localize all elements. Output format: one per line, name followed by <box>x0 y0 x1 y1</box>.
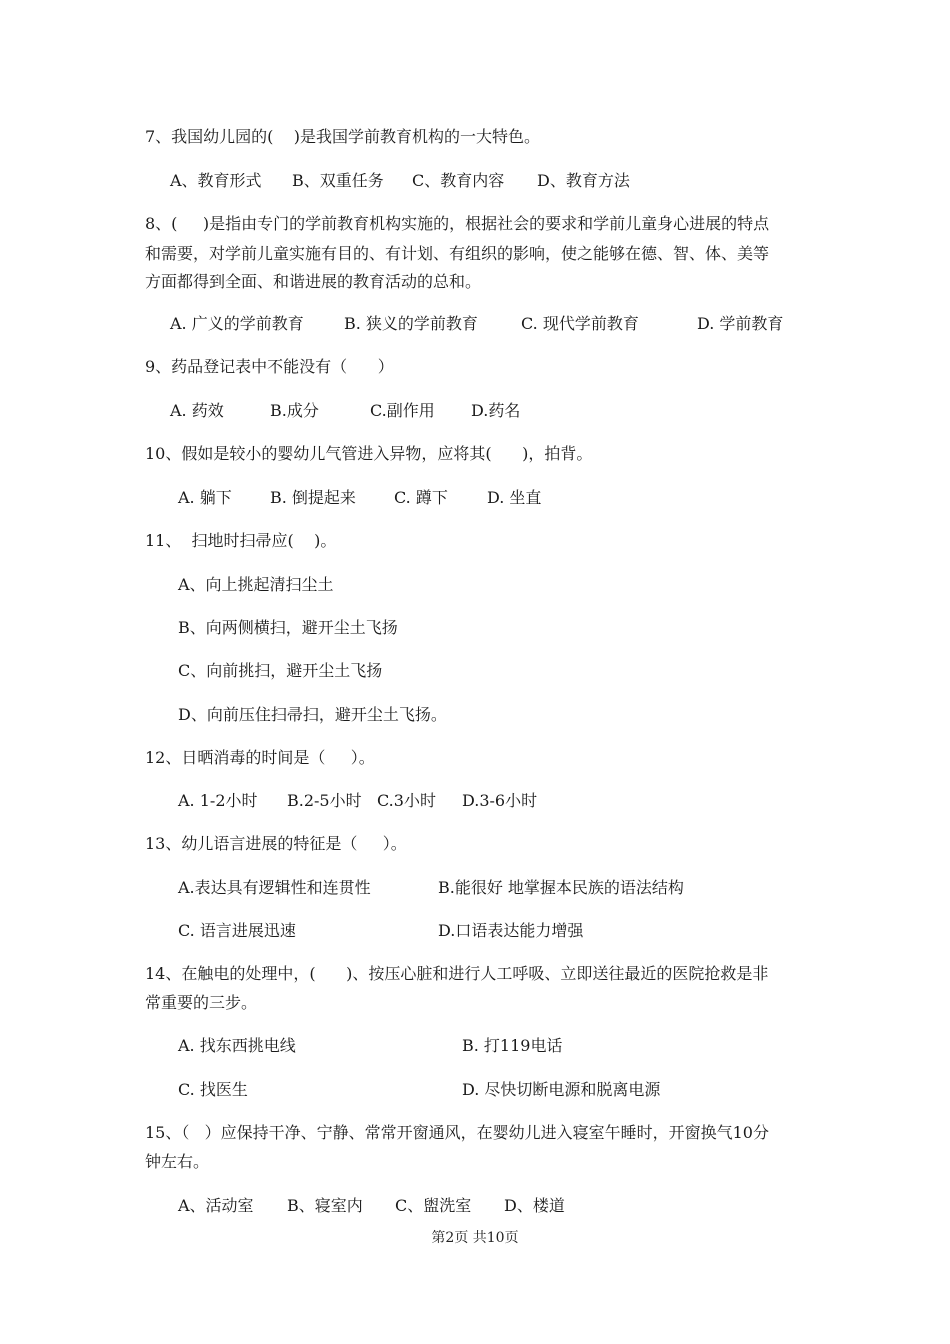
question-8-text-line-2: 和需要，对学前儿童实施有目的、有计划、有组织的影响，使之能够在德、智、体、美等 <box>145 244 770 263</box>
question-13-option-d: D.口语表达能力增强 <box>438 921 584 940</box>
question-14-option-b: B. 打119电话 <box>462 1036 563 1055</box>
question-10-option-d: D. 坐直 <box>487 488 542 507</box>
question-9-option-b: B.成分 <box>270 401 319 420</box>
question-8-option-c: C. 现代学前教育 <box>521 314 639 333</box>
question-8-option-d: D. 学前教育 <box>697 314 784 333</box>
question-10-option-a: A. 躺下 <box>178 488 232 507</box>
question-8-text-line-1: 8、( )是指由专门的学前教育机构实施的，根据社会的要求和学前儿童身心进展的特点 <box>145 214 770 233</box>
question-11-option-d: D、向前压住扫帚扫，避开尘土飞扬。 <box>178 705 447 724</box>
question-11-option-c: C、向前挑扫，避开尘土飞扬 <box>178 661 383 680</box>
question-12-option-c: C.3小时 <box>377 791 436 810</box>
question-7-option-a: A、教育形式 <box>170 171 262 190</box>
question-15-option-b: B、寝室内 <box>287 1196 363 1215</box>
question-10-option-b: B. 倒提起来 <box>270 488 356 507</box>
question-11-option-b: B、向两侧横扫，避开尘土飞扬 <box>178 618 398 637</box>
question-14-text-line-1: 14、在触电的处理中，( )、按压心脏和进行人工呼吸、立即送往最近的医院抢救是非 <box>145 964 769 983</box>
question-7-option-b: B、双重任务 <box>292 171 384 190</box>
question-14-option-c: C. 找医生 <box>178 1080 248 1099</box>
question-11-option-a: A、向上挑起清扫尘土 <box>178 575 334 594</box>
question-14-option-a: A. 找东西挑电线 <box>178 1036 296 1055</box>
question-14-text-line-2: 常重要的三步。 <box>145 993 258 1012</box>
question-13-text: 13、幼儿语言进展的特征是（ ）。 <box>145 834 407 853</box>
question-12-text: 12、日晒消毒的时间是（ ）。 <box>145 748 375 767</box>
question-14-option-d: D. 尽快切断电源和脱离电源 <box>462 1080 661 1099</box>
page-footer: 第2页 共10页 <box>431 1230 519 1246</box>
question-9-option-d: D.药名 <box>471 401 521 420</box>
question-9-option-a: A. 药效 <box>170 401 224 420</box>
question-15-text-line-2: 钟左右。 <box>145 1152 210 1171</box>
question-7-text: 7、我国幼儿园的( )是我国学前教育机构的一大特色。 <box>145 127 541 146</box>
question-15-option-d: D、楼道 <box>504 1196 565 1215</box>
question-10-option-c: C. 蹲下 <box>394 488 448 507</box>
question-15-option-a: A、活动室 <box>178 1196 254 1215</box>
question-12-option-d: D.3-6小时 <box>462 791 538 810</box>
question-10-text: 10、假如是较小的婴幼儿气管进入异物，应将其( )，拍背。 <box>145 444 593 463</box>
question-11-text: 11、 扫地时扫帚应( )。 <box>145 531 337 550</box>
question-12-option-a: A. 1-2小时 <box>178 791 258 810</box>
question-12-option-b: B.2-5小时 <box>287 791 362 810</box>
question-9-text: 9、药品登记表中不能没有（ ） <box>145 357 394 376</box>
question-9-option-c: C.副作用 <box>370 401 435 420</box>
question-8-option-a: A. 广义的学前教育 <box>170 314 304 333</box>
question-15-text-line-1: 15、（ ）应保持干净、宁静、常常开窗通风，在婴幼儿进入寝室午睡时，开窗换气10分 <box>145 1123 769 1142</box>
question-8-text-line-3: 方面都得到全面、和谐进展的教育活动的总和。 <box>145 272 482 291</box>
question-15-option-c: C、盥洗室 <box>395 1196 472 1215</box>
question-8-option-b: B. 狭义的学前教育 <box>344 314 478 333</box>
question-13-option-c: C. 语言进展迅速 <box>178 921 296 940</box>
question-13-option-a: A.表达具有逻辑性和连贯性 <box>178 878 371 897</box>
question-7-option-d: D、教育方法 <box>537 171 630 190</box>
question-13-option-b: B.能很好 地掌握本民族的语法结构 <box>438 878 684 897</box>
question-7-option-c: C、教育内容 <box>412 171 505 190</box>
